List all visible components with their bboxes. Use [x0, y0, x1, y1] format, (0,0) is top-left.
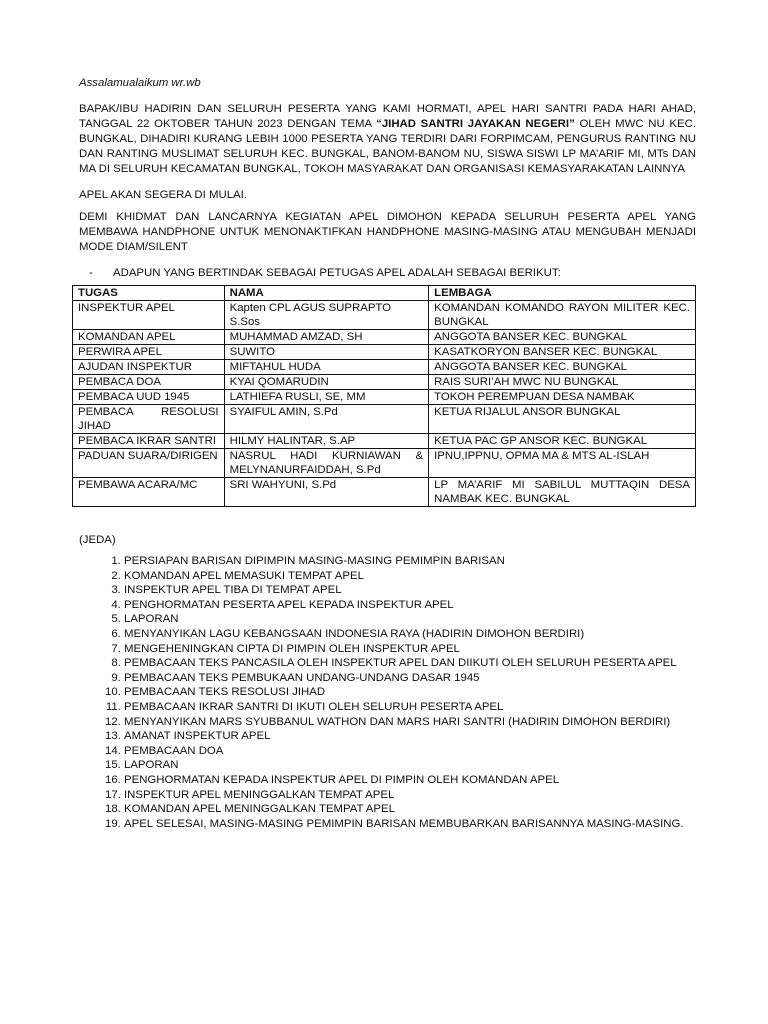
agenda-item-text: 9. PEMBACAAN TEKS PEMBUKAAN UNDANG-UNDANG DASAR 1945 — [124, 671, 480, 684]
list-item — [124, 729, 696, 744]
agenda-item-text: 1. PERSIAPAN BARISAN DIPIMPIN MASING-MASING PEMIMPIN BARISAN — [124, 555, 505, 567]
cell-nama: MIFTAHUL HUDA — [224, 360, 429, 375]
table-row — [73, 375, 696, 390]
cell-lembaga: KOMANDAN KOMANDO RAYON MILITER KEC. BUNGKAL — [429, 301, 696, 330]
agenda-item-text: 12. MENYANYIKAN MARS SYUBBANUL WATHON DAN MARS HARI SANTRI (HADIRIN DIMOHON BERDIRI) — [124, 715, 671, 728]
agenda-item-text: 10. PEMBACAAN TEKS RESOLUSI JIHAD — [124, 686, 326, 699]
cell-nama: Kapten CPL AGUS SUPRAPTO S.Sos — [224, 301, 429, 330]
list-item — [124, 656, 696, 671]
cell-nama: SRI WAHYUNI, S.Pd — [224, 478, 429, 507]
header-nama: NAMA — [224, 286, 429, 301]
intro-paragraph — [79, 102, 696, 177]
agenda-item-text: 19. APEL SELESAI, MASING-MASING PEMIMPIN BARISAN MEMBUBARKAN BARISANNYA MASING-MASING. — [124, 817, 684, 830]
table-row — [73, 345, 696, 360]
cell-lembaga: RAIS SURI’AH MWC NU BUNGKAL — [429, 375, 696, 390]
greeting: Assalamualaikum wr.wb — [79, 77, 201, 89]
document-page — [79, 76, 696, 831]
list-item — [124, 758, 696, 773]
list-item — [124, 569, 696, 584]
list-item — [124, 744, 696, 759]
agenda-item-text: 17. INSPEKTUR APEL MENINGGALKAN TEMPAT APEL — [124, 788, 395, 801]
cell-tugas: KOMANDAN APEL — [73, 330, 225, 345]
list-item — [124, 685, 696, 700]
cell-lembaga: ANGGOTA BANSER KEC. BUNGKAL — [429, 330, 696, 345]
list-item — [124, 554, 696, 569]
table-row — [73, 405, 696, 434]
agenda-item-text: 13. AMANAT INSPEKTUR APEL — [124, 730, 271, 743]
agenda-item-text: 18. KOMANDAN APEL MENINGGALKAN TEMPAT APEL — [124, 803, 395, 816]
agenda-item-text: 7. MENGEHENINGKAN CIPTA DI PIMPIN OLEH INSPEKTUR APEL — [124, 642, 460, 655]
cell-tugas: PERWIRA APEL — [73, 345, 225, 360]
list-item — [124, 700, 696, 715]
cell-lembaga: TOKOH PEREMPUAN DESA NAMBAK — [429, 390, 696, 405]
list-item — [124, 773, 696, 788]
cell-nama: KYAI QOMARUDIN — [224, 375, 429, 390]
table-row — [73, 478, 696, 507]
cell-tugas: AJUDAN INSPEKTUR — [73, 360, 225, 375]
list-item — [124, 583, 696, 598]
header-tugas: TUGAS — [73, 286, 225, 301]
cell-tugas: PEMBACA UUD 1945 — [73, 390, 225, 405]
agenda-item-text: 2. KOMANDAN APEL MEMASUKI TEMPAT APEL — [124, 569, 364, 582]
officers-intro-text: ADAPUN YANG BERTINDAK SEBAGAI PETUGAS APEL ADALAH SEBAGAI BERIKUT: — [113, 267, 561, 279]
intro-text-part1: BAPAK/IBU HADIRIN DAN SELURUH PESERTA YANG KAMI HORMATI, APEL HARI SANTRI PADA HARI AHAD, TANGGAL 22 OKTOBER TAHUN 2023 DENGAN TEMA — [79, 103, 696, 130]
list-item — [124, 802, 696, 817]
agenda-item-text: 3. INSPEKTUR APEL TIBA DI TEMPAT APEL — [124, 584, 342, 597]
officers-intro — [89, 266, 696, 281]
intro-text-part2: OLEH MWC NU KEC. BUNGKAL, DIHADIRI KURANG LEBIH 1000 PESERTA YANG TERDIRI DARI FORPIMCAM, PENGURUS RANTING NU DAN RANTING MUSLIMAT SELURUH KEC. BUNGKAL, BANOM-BANOM NU, SISWA SISWI LP MA’ARIF MI, MTs DAN MA DI SELURUH KECAMATAN BUNGKAL, TOKOH MASYARAKAT DAN ORGANISASI KEMASYARAKATAN LAINNYA — [79, 118, 696, 175]
list-item — [124, 627, 696, 642]
cell-lembaga: KETUA PAC GP ANSOR KEC. BUNGKAL — [429, 434, 696, 449]
agenda-list — [79, 554, 696, 831]
officers-table — [72, 285, 696, 507]
cell-lembaga: IPNU,IPPNU, OPMA MA & MTS AL-ISLAH — [429, 449, 696, 478]
table-row — [73, 301, 696, 330]
cell-tugas: PEMBACA IKRAR SANTRI — [73, 434, 225, 449]
cell-tugas: PEMBACA DOA — [73, 375, 225, 390]
cell-lembaga: ANGGOTA BANSER KEC. BUNGKAL — [429, 360, 696, 375]
intro-theme: “JIHAD SANTRI JAYAKAN NEGERI” — [376, 118, 575, 130]
opening-paragraph: APEL AKAN SEGERA DI MULAI. — [79, 189, 247, 201]
agenda-item-text: 8. PEMBACAAN TEKS PANCASILA OLEH INSPEKTUR APEL DAN DIIKUTI OLEH SELURUH PESERTA APEL — [124, 657, 677, 670]
bullet-dash: - — [89, 267, 93, 279]
table-row — [73, 449, 696, 478]
cell-tugas: PEMBAWA ACARA/MC — [73, 478, 225, 507]
table-row — [73, 330, 696, 345]
list-item — [124, 715, 696, 730]
agenda-item-text: 16. PENGHORMATAN KEPADA INSPEKTUR APEL DI PIMPIN OLEH KOMANDAN APEL — [124, 773, 560, 786]
table-row — [73, 434, 696, 449]
list-item — [124, 598, 696, 613]
agenda-item-text: 11. PEMBACAAN IKRAR SANTRI DI IKUTI OLEH SELURUH PESERTA APEL — [124, 700, 504, 713]
agenda-item-text: 15. LAPORAN — [124, 759, 179, 772]
agenda-item-text: 5. LAPORAN — [124, 613, 179, 626]
header-lembaga: LEMBAGA — [429, 286, 696, 301]
cell-nama: SUWITO — [224, 345, 429, 360]
list-item — [124, 671, 696, 686]
cell-nama: SYAIFUL AMIN, S.Pd — [224, 405, 429, 434]
table-row — [73, 360, 696, 375]
list-item — [124, 788, 696, 803]
agenda-item-text: 14. PEMBACAAN DOA — [124, 744, 224, 757]
cell-lembaga: KASATKORYON BANSER KEC. BUNGKAL — [429, 345, 696, 360]
cell-nama: LATHIEFA RUSLI, SE, MM — [224, 390, 429, 405]
cell-nama: MUHAMMAD AMZAD, SH — [224, 330, 429, 345]
cell-nama: NASRUL HADI KURNIAWAN & MELYNANURFAIDDAH, S.Pd — [224, 449, 429, 478]
list-item — [124, 612, 696, 627]
cell-lembaga: LP MA’ARIF MI SABILUL MUTTAQIN DESA NAMBAK KEC. BUNGKAL — [429, 478, 696, 507]
cell-nama: HILMY HALINTAR, S.AP — [224, 434, 429, 449]
notice-paragraph: DEMI KHIDMAT DAN LANCARNYA KEGIATAN APEL DIMOHON KEPADA SELURUH PESERTA APEL YANG MEMBAWA HANDPHONE UNTUK MENONAKTIFKAN HANDPHONE MASING-MASING ATAU MENGUBAH MENJADI MODE DIAM/SILENT — [79, 211, 696, 253]
cell-lembaga: KETUA RIJALUL ANSOR BUNGKAL — [429, 405, 696, 434]
jeda-label: (JEDA) — [79, 534, 116, 546]
cell-tugas: INSPEKTUR APEL — [73, 301, 225, 330]
cell-tugas: PEMBACA RESOLUSI JIHAD — [73, 405, 225, 434]
table-header-row — [73, 286, 696, 301]
agenda-item-text: 6. MENYANYIKAN LAGU KEBANGSAAN INDONESIA RAYA (HADIRIN DIMOHON BERDIRI) — [124, 627, 585, 640]
agenda-item-text: 4. PENGHORMATAN PESERTA APEL KEPADA INSPEKTUR APEL — [124, 598, 454, 611]
list-item — [124, 817, 696, 832]
table-row — [73, 390, 696, 405]
list-item — [124, 642, 696, 657]
cell-tugas: PADUAN SUARA/DIRIGEN — [73, 449, 225, 478]
